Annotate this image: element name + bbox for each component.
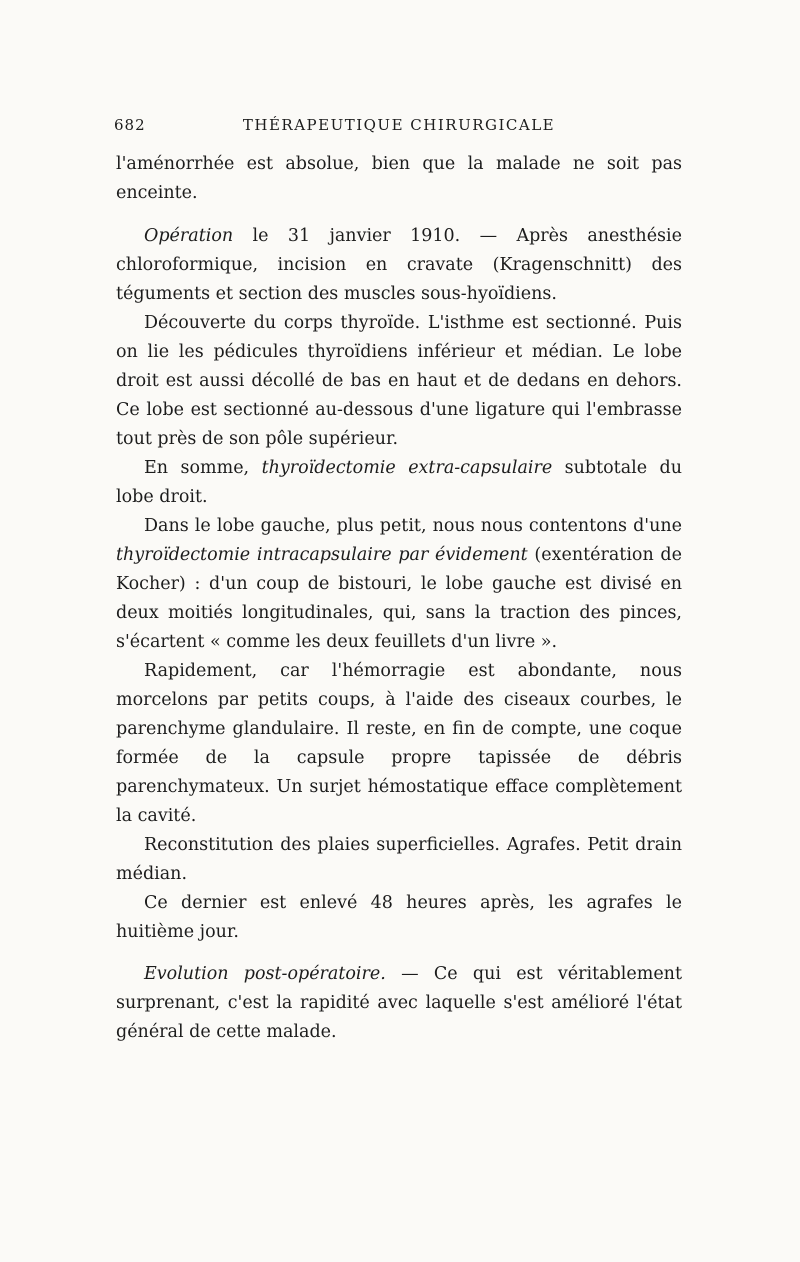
operation-label: Opération xyxy=(144,226,234,246)
page-number: 682 xyxy=(114,116,146,134)
left-lobe-term: thyroïdectomie intracapsulaire par évidement xyxy=(116,545,528,565)
summary-text-a: En somme, xyxy=(144,458,262,478)
paragraph-discovery: Découverte du corps thyroïde. L'isthme est sectionné. Puis on lie les pédicules thyroïdiens inférieur et médian. Le lobe droit est aussi décollé de bas en haut et de dedans en dehors. Ce lobe est sectionné au-dessous d'une ligature qui l'embrasse tout près de son pôle supérieur. xyxy=(116,313,682,449)
body-text xyxy=(116,150,682,1047)
paragraph-left-lobe xyxy=(116,512,682,657)
summary-text-b: subtotale du lobe droit. xyxy=(116,458,683,507)
left-lobe-text-a: Dans le lobe gauche, plus petit, nous nous contentons d'une xyxy=(144,516,682,536)
left-lobe-text-b: (exentération de Kocher) : d'un coup de bistouri, le lobe gauche est divisé en deux moitiés longitudinales, qui, sans la traction des pinces, s'écartent « comme les deux feuillets d'un livre ». xyxy=(116,545,682,652)
running-title: THÉRAPEUTIQUE CHIRURGICALE xyxy=(242,116,556,134)
paragraph-continuation: l'aménorrhée est absolue, bien que la malade ne soit pas enceinte. xyxy=(116,154,682,203)
summary-term: thyroïdectomie extra-capsulaire xyxy=(261,458,553,478)
paragraph-drain: Ce dernier est enlevé 48 heures après, les agrafes le huitième jour. xyxy=(116,893,682,942)
page-header xyxy=(114,116,684,134)
paragraph-hemorrhage: Rapidement, car l'hémorragie est abondante, nous morcelons par petits coups, à l'aide des ciseaux courbes, le parenchyme glandulaire. Il reste, en fin de compte, une coque formée de la capsule propre tapissée de débris parenchymateux. Un surjet hémostatique efface complètement la cavité. xyxy=(116,661,682,826)
evolution-text: — Ce qui est véritablement surprenant, c'est la rapidité avec laquelle s'est amélioré l'état général de cette malade. xyxy=(116,964,682,1042)
paragraph-summary xyxy=(116,454,682,512)
paragraph-evolution xyxy=(116,960,682,1047)
evolution-label: Evolution post-opératoire. xyxy=(144,964,386,984)
paragraph-reconstitution: Reconstitution des plaies superficielles. Agrafes. Petit drain médian. xyxy=(116,835,682,884)
operation-text: le 31 janvier 1910. — Après anesthésie chloroformique, incision en cravate (Kragenschnitt) des téguments et section des muscles sous-hyoïdiens. xyxy=(116,226,682,304)
paragraph-operation xyxy=(116,222,682,309)
